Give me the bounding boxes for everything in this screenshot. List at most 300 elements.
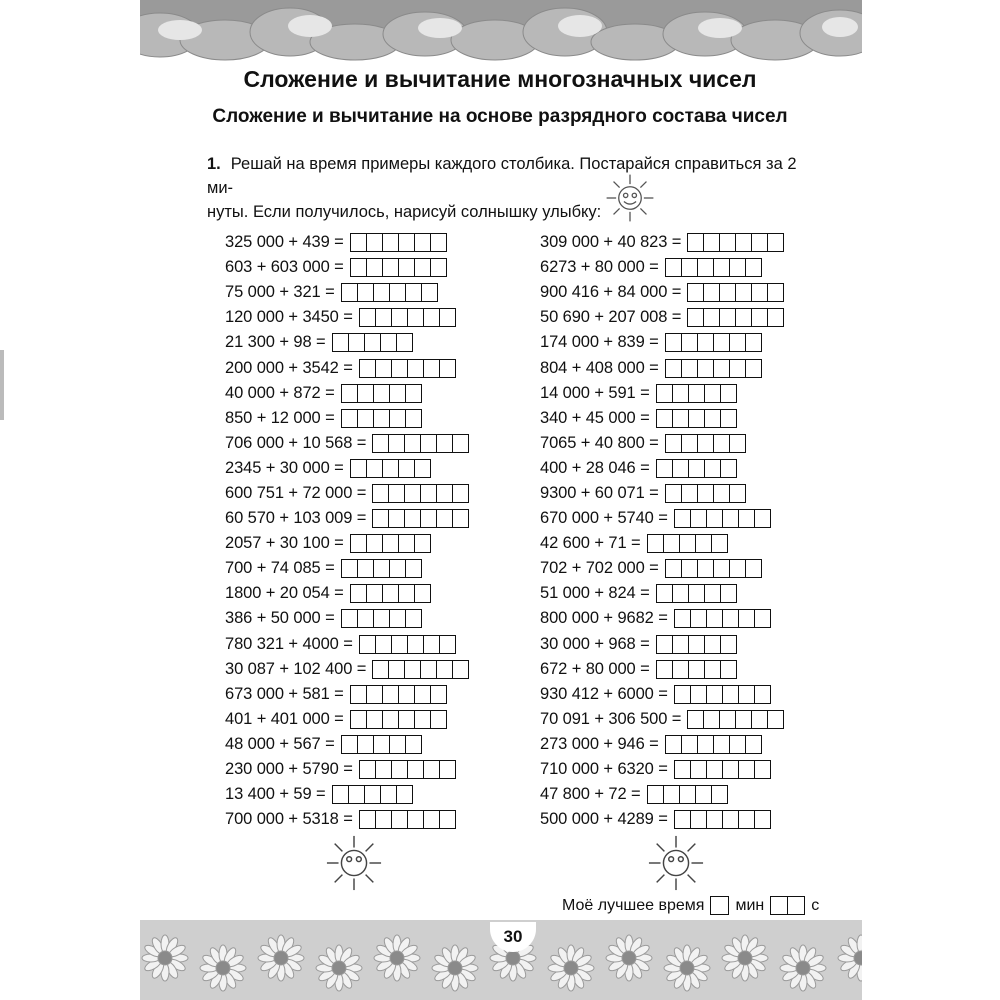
answer-digit-box[interactable] [358, 560, 374, 577]
answer-digit-box[interactable] [453, 435, 468, 452]
answer-boxes[interactable] [341, 384, 422, 403]
answer-digit-box[interactable] [705, 385, 721, 402]
answer-digit-box[interactable] [360, 360, 376, 377]
answer-boxes[interactable] [341, 559, 422, 578]
answer-boxes[interactable] [674, 609, 771, 628]
answer-digit-box[interactable] [675, 811, 691, 828]
answer-digit-box[interactable] [657, 385, 673, 402]
answer-digit-box[interactable] [408, 309, 424, 326]
answer-digit-box[interactable] [437, 485, 453, 502]
answer-digit-box[interactable] [390, 385, 406, 402]
answer-digit-box[interactable] [373, 485, 389, 502]
answer-digit-box[interactable] [705, 661, 721, 678]
answer-digit-box[interactable] [349, 334, 365, 351]
answer-digit-box[interactable] [657, 460, 673, 477]
answer-boxes[interactable] [341, 735, 422, 754]
answer-digit-box[interactable] [730, 259, 746, 276]
answer-digit-box[interactable] [376, 761, 392, 778]
answer-digit-box[interactable] [358, 610, 374, 627]
answer-digit-box[interactable] [689, 661, 705, 678]
answer-boxes[interactable] [665, 434, 746, 453]
answer-digit-box[interactable] [437, 435, 453, 452]
answer-digit-box[interactable] [673, 585, 689, 602]
answer-boxes[interactable] [359, 760, 456, 779]
answer-digit-box[interactable] [383, 460, 399, 477]
answer-digit-box[interactable] [367, 535, 383, 552]
answer-digit-box[interactable] [358, 284, 374, 301]
answer-digit-box[interactable] [720, 309, 736, 326]
answer-digit-box[interactable] [389, 435, 405, 452]
answer-boxes[interactable] [372, 509, 469, 528]
answer-digit-box[interactable] [376, 309, 392, 326]
answer-digit-box[interactable] [682, 259, 698, 276]
answer-digit-box[interactable] [374, 736, 390, 753]
answer-digit-box[interactable] [383, 234, 399, 251]
answer-digit-box[interactable] [688, 234, 704, 251]
answer-digit-box[interactable] [333, 786, 349, 803]
answer-digit-box[interactable] [714, 560, 730, 577]
answer-digit-box[interactable] [351, 711, 367, 728]
answer-digit-box[interactable] [381, 786, 397, 803]
answer-digit-box[interactable] [351, 460, 367, 477]
answer-digit-box[interactable] [381, 334, 397, 351]
answer-digit-box[interactable] [739, 761, 755, 778]
answer-digit-box[interactable] [666, 360, 682, 377]
answer-digit-box[interactable] [712, 535, 727, 552]
answer-digit-box[interactable] [424, 761, 440, 778]
answer-boxes[interactable] [656, 635, 737, 654]
answer-digit-box[interactable] [390, 560, 406, 577]
answer-digit-box[interactable] [723, 811, 739, 828]
answer-digit-box[interactable] [720, 711, 736, 728]
answer-digit-box[interactable] [424, 636, 440, 653]
answer-digit-box[interactable] [720, 234, 736, 251]
answer-boxes[interactable] [665, 258, 762, 277]
answer-digit-box[interactable] [707, 610, 723, 627]
answer-digit-box[interactable] [405, 510, 421, 527]
answer-digit-box[interactable] [342, 610, 358, 627]
answer-digit-box[interactable] [431, 259, 446, 276]
answer-digit-box[interactable] [383, 535, 399, 552]
answer-digit-box[interactable] [333, 334, 349, 351]
answer-digit-box[interactable] [424, 309, 440, 326]
answer-digit-box[interactable] [755, 811, 770, 828]
answer-digit-box[interactable] [768, 309, 783, 326]
answer-digit-box[interactable] [689, 410, 705, 427]
answer-digit-box[interactable] [373, 510, 389, 527]
answer-boxes[interactable] [665, 484, 746, 503]
answer-digit-box[interactable] [406, 410, 421, 427]
answer-digit-box[interactable] [453, 661, 468, 678]
answer-digit-box[interactable] [360, 309, 376, 326]
answer-digit-box[interactable] [698, 360, 714, 377]
answer-digit-box[interactable] [374, 410, 390, 427]
answer-digit-box[interactable] [408, 360, 424, 377]
answer-boxes[interactable] [341, 609, 422, 628]
answer-digit-box[interactable] [657, 410, 673, 427]
answer-digit-box[interactable] [736, 234, 752, 251]
answer-digit-box[interactable] [392, 811, 408, 828]
answer-digit-box[interactable] [399, 259, 415, 276]
answer-digit-box[interactable] [408, 761, 424, 778]
answer-digit-box[interactable] [666, 736, 682, 753]
answer-digit-box[interactable] [405, 661, 421, 678]
answer-digit-box[interactable] [705, 585, 721, 602]
answer-digit-box[interactable] [342, 284, 358, 301]
answer-digit-box[interactable] [696, 535, 712, 552]
answer-digit-box[interactable] [422, 284, 437, 301]
answer-digit-box[interactable] [752, 234, 768, 251]
answer-digit-box[interactable] [376, 811, 392, 828]
answer-digit-box[interactable] [657, 661, 673, 678]
answer-digit-box[interactable] [682, 736, 698, 753]
answer-digit-box[interactable] [707, 761, 723, 778]
answer-digit-box[interactable] [342, 410, 358, 427]
answer-digit-box[interactable] [399, 460, 415, 477]
answer-digit-box[interactable] [351, 686, 367, 703]
answer-digit-box[interactable] [746, 360, 761, 377]
answer-digit-box[interactable] [688, 284, 704, 301]
answer-digit-box[interactable] [648, 786, 664, 803]
answer-digit-box[interactable] [755, 610, 770, 627]
answer-digit-box[interactable] [390, 610, 406, 627]
answer-digit-box[interactable] [408, 811, 424, 828]
answer-boxes[interactable] [647, 785, 728, 804]
answer-digit-box[interactable] [374, 385, 390, 402]
answer-digit-box[interactable] [406, 385, 421, 402]
answer-digit-box[interactable] [374, 284, 390, 301]
answer-digit-box[interactable] [360, 761, 376, 778]
answer-boxes[interactable] [665, 735, 762, 754]
answer-boxes[interactable] [674, 509, 771, 528]
answer-digit-box[interactable] [746, 259, 761, 276]
answer-digit-box[interactable] [689, 585, 705, 602]
answer-digit-box[interactable] [682, 360, 698, 377]
answer-digit-box[interactable] [714, 259, 730, 276]
answer-boxes[interactable] [647, 534, 728, 553]
answer-digit-box[interactable] [453, 485, 468, 502]
answer-digit-box[interactable] [666, 259, 682, 276]
answer-boxes[interactable] [350, 584, 431, 603]
answer-digit-box[interactable] [648, 535, 664, 552]
answer-digit-box[interactable] [440, 360, 455, 377]
answer-digit-box[interactable] [415, 234, 431, 251]
answer-digit-box[interactable] [666, 435, 682, 452]
answer-digit-box[interactable] [691, 610, 707, 627]
answer-digit-box[interactable] [688, 711, 704, 728]
answer-digit-box[interactable] [383, 711, 399, 728]
answer-boxes[interactable] [350, 710, 447, 729]
answer-digit-box[interactable] [746, 334, 761, 351]
answer-digit-box[interactable] [415, 686, 431, 703]
answer-digit-box[interactable] [367, 234, 383, 251]
answer-digit-box[interactable] [705, 410, 721, 427]
answer-boxes[interactable] [687, 308, 784, 327]
answer-digit-box[interactable] [707, 686, 723, 703]
answer-digit-box[interactable] [399, 234, 415, 251]
answer-digit-box[interactable] [360, 811, 376, 828]
answer-digit-box[interactable] [358, 410, 374, 427]
answer-digit-box[interactable] [730, 334, 746, 351]
answer-digit-box[interactable] [675, 761, 691, 778]
answer-digit-box[interactable] [714, 435, 730, 452]
answer-digit-box[interactable] [704, 711, 720, 728]
answer-digit-box[interactable] [397, 786, 412, 803]
answer-digit-box[interactable] [367, 711, 383, 728]
answer-digit-box[interactable] [739, 610, 755, 627]
answer-digit-box[interactable] [666, 485, 682, 502]
answer-digit-box[interactable] [698, 334, 714, 351]
answer-boxes[interactable] [665, 333, 762, 352]
answer-boxes[interactable] [359, 308, 456, 327]
answer-digit-box[interactable] [664, 786, 680, 803]
answer-digit-box[interactable] [730, 736, 746, 753]
answer-boxes[interactable] [332, 333, 413, 352]
answer-digit-box[interactable] [707, 510, 723, 527]
answer-boxes[interactable] [372, 484, 469, 503]
answer-digit-box[interactable] [415, 259, 431, 276]
answer-digit-box[interactable] [440, 761, 455, 778]
answer-digit-box[interactable] [721, 460, 736, 477]
answer-digit-box[interactable] [392, 309, 408, 326]
answer-digit-box[interactable] [673, 460, 689, 477]
answer-digit-box[interactable] [374, 560, 390, 577]
answer-digit-box[interactable] [367, 460, 383, 477]
answer-digit-box[interactable] [673, 636, 689, 653]
answer-digit-box[interactable] [755, 761, 770, 778]
answer-boxes[interactable] [674, 810, 771, 829]
answer-boxes[interactable] [332, 785, 413, 804]
answer-digit-box[interactable] [723, 686, 739, 703]
answer-digit-box[interactable] [689, 636, 705, 653]
answer-digit-box[interactable] [664, 535, 680, 552]
answer-digit-box[interactable] [755, 510, 770, 527]
answer-digit-box[interactable] [405, 485, 421, 502]
answer-digit-box[interactable] [691, 811, 707, 828]
answer-boxes[interactable] [687, 710, 784, 729]
answer-digit-box[interactable] [721, 385, 736, 402]
answer-digit-box[interactable] [421, 661, 437, 678]
answer-digit-box[interactable] [721, 410, 736, 427]
answer-boxes[interactable] [350, 685, 447, 704]
answer-boxes[interactable] [656, 584, 737, 603]
answer-digit-box[interactable] [424, 811, 440, 828]
answer-digit-box[interactable] [342, 560, 358, 577]
answer-digit-box[interactable] [399, 711, 415, 728]
answer-boxes[interactable] [341, 409, 422, 428]
answer-digit-box[interactable] [351, 585, 367, 602]
answer-digit-box[interactable] [736, 711, 752, 728]
answer-digit-box[interactable] [351, 259, 367, 276]
answer-digit-box[interactable] [730, 485, 745, 502]
answer-digit-box[interactable] [399, 585, 415, 602]
answer-digit-box[interactable] [720, 284, 736, 301]
answer-boxes[interactable] [350, 534, 431, 553]
answer-boxes[interactable] [665, 359, 762, 378]
answer-digit-box[interactable] [712, 786, 727, 803]
answer-digit-box[interactable] [351, 234, 367, 251]
answer-digit-box[interactable] [397, 334, 412, 351]
answer-digit-box[interactable] [752, 284, 768, 301]
answer-digit-box[interactable] [721, 636, 736, 653]
answer-digit-box[interactable] [367, 259, 383, 276]
answer-boxes[interactable] [656, 409, 737, 428]
answer-boxes[interactable] [350, 258, 447, 277]
answer-digit-box[interactable] [383, 585, 399, 602]
answer-digit-box[interactable] [390, 410, 406, 427]
answer-digit-box[interactable] [739, 686, 755, 703]
answer-digit-box[interactable] [768, 284, 783, 301]
answer-boxes[interactable] [665, 559, 762, 578]
answer-digit-box[interactable] [673, 385, 689, 402]
answer-digit-box[interactable] [755, 686, 770, 703]
answer-digit-box[interactable] [689, 460, 705, 477]
answer-digit-box[interactable] [714, 360, 730, 377]
answer-boxes[interactable] [372, 660, 469, 679]
answer-digit-box[interactable] [752, 711, 768, 728]
answer-digit-box[interactable] [373, 661, 389, 678]
answer-digit-box[interactable] [421, 510, 437, 527]
answer-digit-box[interactable] [698, 560, 714, 577]
answer-digit-box[interactable] [739, 811, 755, 828]
answer-digit-box[interactable] [698, 736, 714, 753]
answer-digit-box[interactable] [705, 636, 721, 653]
answer-digit-box[interactable] [349, 786, 365, 803]
answer-digit-box[interactable] [431, 234, 446, 251]
answer-digit-box[interactable] [389, 485, 405, 502]
answer-digit-box[interactable] [390, 736, 406, 753]
answer-digit-box[interactable] [424, 360, 440, 377]
answer-digit-box[interactable] [383, 259, 399, 276]
answer-digit-box[interactable] [440, 811, 455, 828]
answer-digit-box[interactable] [657, 585, 673, 602]
answer-boxes[interactable] [350, 233, 447, 252]
answer-digit-box[interactable] [746, 560, 761, 577]
answer-digit-box[interactable] [691, 761, 707, 778]
answer-digit-box[interactable] [406, 736, 421, 753]
answer-digit-box[interactable] [680, 786, 696, 803]
answer-digit-box[interactable] [696, 786, 712, 803]
answer-digit-box[interactable] [431, 686, 446, 703]
answer-digit-box[interactable] [721, 585, 736, 602]
answer-digit-box[interactable] [440, 309, 455, 326]
answer-digit-box[interactable] [392, 761, 408, 778]
answer-digit-box[interactable] [399, 686, 415, 703]
answer-digit-box[interactable] [721, 661, 736, 678]
answer-digit-box[interactable] [682, 435, 698, 452]
answer-digit-box[interactable] [415, 585, 430, 602]
answer-digit-box[interactable] [723, 510, 739, 527]
answer-digit-box[interactable] [392, 636, 408, 653]
answer-boxes[interactable] [656, 660, 737, 679]
answer-digit-box[interactable] [736, 284, 752, 301]
answer-digit-box[interactable] [657, 636, 673, 653]
answer-digit-box[interactable] [688, 309, 704, 326]
answer-digit-box[interactable] [365, 786, 381, 803]
answer-boxes[interactable] [687, 233, 784, 252]
answer-digit-box[interactable] [358, 385, 374, 402]
answer-digit-box[interactable] [682, 334, 698, 351]
answer-digit-box[interactable] [714, 334, 730, 351]
answer-digit-box[interactable] [673, 661, 689, 678]
answer-digit-box[interactable] [406, 560, 421, 577]
answer-digit-box[interactable] [367, 686, 383, 703]
answer-digit-box[interactable] [723, 610, 739, 627]
answer-digit-box[interactable] [421, 435, 437, 452]
answer-digit-box[interactable] [405, 435, 421, 452]
minutes-box[interactable] [710, 896, 729, 915]
answer-digit-box[interactable] [390, 284, 406, 301]
answer-digit-box[interactable] [736, 309, 752, 326]
seconds-box[interactable] [770, 896, 805, 915]
answer-digit-box[interactable] [365, 334, 381, 351]
answer-digit-box[interactable] [675, 510, 691, 527]
answer-digit-box[interactable] [383, 686, 399, 703]
answer-digit-box[interactable] [705, 460, 721, 477]
answer-digit-box[interactable] [730, 435, 745, 452]
answer-digit-box[interactable] [698, 485, 714, 502]
answer-digit-box[interactable] [730, 560, 746, 577]
answer-digit-box[interactable] [360, 636, 376, 653]
answer-boxes[interactable] [674, 760, 771, 779]
answer-digit-box[interactable] [714, 485, 730, 502]
answer-digit-box[interactable] [415, 460, 430, 477]
answer-digit-box[interactable] [675, 610, 691, 627]
answer-boxes[interactable] [359, 810, 456, 829]
answer-digit-box[interactable] [374, 610, 390, 627]
answer-digit-box[interactable] [415, 711, 431, 728]
answer-boxes[interactable] [372, 434, 469, 453]
answer-digit-box[interactable] [752, 309, 768, 326]
answer-digit-box[interactable] [682, 485, 698, 502]
answer-digit-box[interactable] [689, 385, 705, 402]
answer-digit-box[interactable] [421, 485, 437, 502]
answer-digit-box[interactable] [376, 636, 392, 653]
answer-digit-box[interactable] [673, 410, 689, 427]
answer-digit-box[interactable] [437, 510, 453, 527]
answer-digit-box[interactable] [342, 736, 358, 753]
answer-digit-box[interactable] [373, 435, 389, 452]
answer-digit-box[interactable] [431, 711, 446, 728]
answer-digit-box[interactable] [704, 284, 720, 301]
answer-digit-box[interactable] [746, 736, 761, 753]
answer-digit-box[interactable] [739, 510, 755, 527]
answer-digit-box[interactable] [682, 560, 698, 577]
answer-digit-box[interactable] [698, 435, 714, 452]
answer-digit-box[interactable] [358, 736, 374, 753]
answer-digit-box[interactable] [389, 661, 405, 678]
answer-digit-box[interactable] [768, 711, 783, 728]
answer-digit-box[interactable] [389, 510, 405, 527]
answer-digit-box[interactable] [704, 309, 720, 326]
answer-digit-box[interactable] [376, 360, 392, 377]
answer-digit-box[interactable] [704, 234, 720, 251]
answer-digit-box[interactable] [768, 234, 783, 251]
answer-digit-box[interactable] [666, 560, 682, 577]
answer-digit-box[interactable] [399, 535, 415, 552]
answer-digit-box[interactable] [691, 510, 707, 527]
answer-boxes[interactable] [687, 283, 784, 302]
answer-digit-box[interactable] [406, 284, 422, 301]
answer-digit-box[interactable] [691, 686, 707, 703]
answer-digit-box[interactable] [342, 385, 358, 402]
answer-boxes[interactable] [359, 359, 456, 378]
answer-digit-box[interactable] [415, 535, 430, 552]
answer-digit-box[interactable] [440, 636, 455, 653]
answer-boxes[interactable] [359, 635, 456, 654]
answer-digit-box[interactable] [730, 360, 746, 377]
answer-boxes[interactable] [656, 384, 737, 403]
